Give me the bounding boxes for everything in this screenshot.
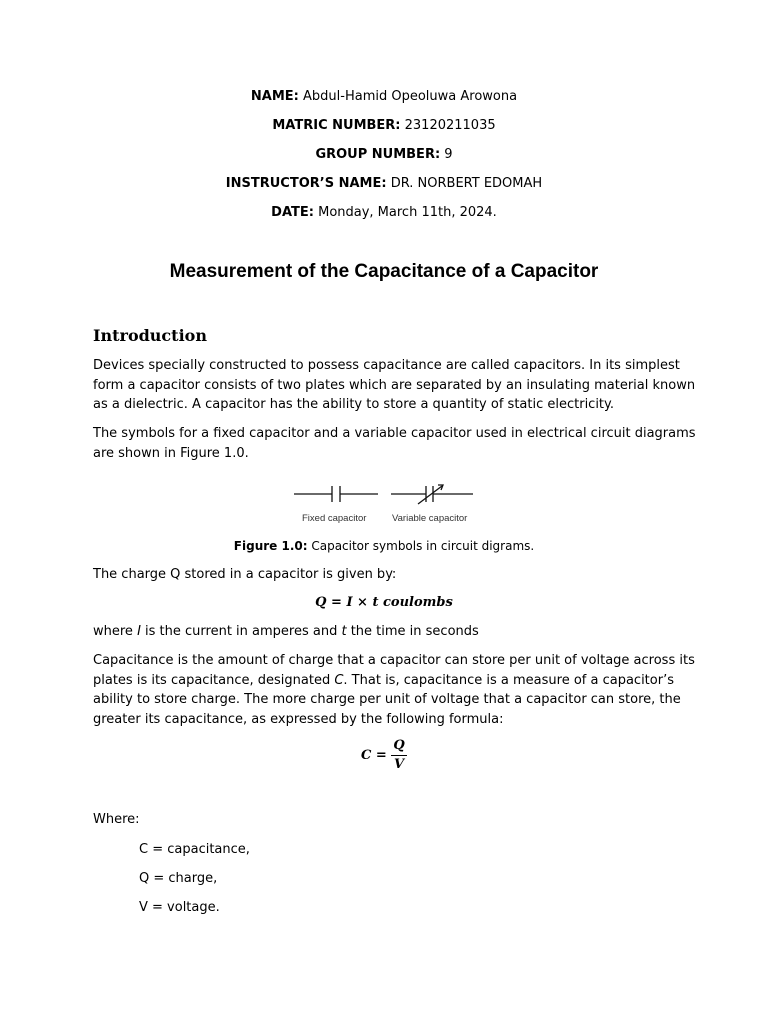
paragraph-line: The charge Q stored in a capacitor is given by: [93, 567, 397, 582]
instructor-line [0, 176, 768, 192]
definition-item: C = capacitance, [139, 842, 250, 857]
instructor-label: INSTRUCTOR’S NAME: [225, 176, 387, 191]
group-value: 9 [440, 147, 453, 162]
matric-value: 23120211035 [400, 118, 496, 133]
charge-equation: Q = I × t coulombs [315, 595, 453, 610]
date-value: Monday, March 11th, 2024. [313, 205, 497, 220]
fixed-capacitor-label: Fixed capacitor [302, 513, 367, 524]
text-run: where [93, 624, 138, 639]
where-label: Where: [93, 812, 140, 827]
group-number-line [0, 147, 768, 163]
where-current-line [93, 622, 683, 642]
text-run: the time in seconds [346, 624, 479, 639]
paragraph-line: as a dielectric. A capacitor has the ability to store a quantity of static electricity. [93, 397, 615, 412]
text-run: . That is, capacitance is a measure of a capacitor’s [343, 672, 674, 688]
section-heading: Introduction [93, 326, 207, 345]
paragraph-line: Devices specially constructed to possess capacitance are called capacitors. In its simplest [93, 358, 680, 373]
current-symbol: I [137, 624, 141, 639]
formula-lhs: C = [361, 748, 387, 763]
definition-item: Q = charge, [139, 871, 218, 886]
paragraph-line: form a capacitor consists of two plates which are separated by an insulating material known [93, 377, 696, 393]
capacitance-symbol: C [334, 672, 344, 688]
paragraph-line: ability to store charge. The more charge per unit of voltage that a capacitor can store, the [93, 692, 681, 707]
capacitance-formula [361, 738, 421, 778]
intro-paragraph [93, 356, 696, 415]
fixed-capacitor-symbol [294, 486, 378, 502]
document-title: Measurement of the Capacitance of a Capacitor [169, 261, 599, 282]
paragraph-line: Capacitance is the amount of charge that a capacitor can store per unit of voltage across its [93, 653, 695, 668]
student-name-line [0, 89, 768, 105]
capacitor-symbols-diagram [290, 482, 480, 528]
variable-capacitor-label: Variable capacitor [392, 513, 468, 524]
paragraph-line: The symbols for a fixed capacitor and a variable capacitor used in electrical circuit diagrams [93, 426, 696, 441]
fraction-bar [391, 755, 407, 756]
group-label: GROUP NUMBER: [315, 147, 441, 162]
variable-capacitor-symbol [391, 485, 473, 504]
symbols-paragraph [93, 424, 696, 463]
caption-label: Figure 1.0: [233, 539, 308, 553]
definition-item: V = voltage. [139, 900, 220, 915]
name-label: NAME: [250, 89, 299, 104]
formula-denominator: V [393, 757, 405, 772]
date-label: DATE: [271, 205, 314, 220]
caption-text: Capacitor symbols in circuit digrams. [307, 539, 535, 553]
instructor-value: DR. NORBERT EDOMAH [386, 176, 543, 191]
capacitance-paragraph [93, 651, 695, 729]
paragraph-line: are shown in Figure 1.0. [93, 445, 249, 461]
charge-intro-line [93, 565, 683, 585]
figure-caption [0, 538, 768, 554]
paragraph-line: greater its capacitance, as expressed by the following formula: [93, 711, 504, 727]
name-value: Abdul-Hamid Opeoluwa Arowona [298, 89, 518, 104]
matric-number-line [0, 118, 768, 134]
formula-fraction [391, 738, 407, 773]
capacitor-symbols-figure [290, 482, 480, 528]
text-run: is the current in amperes and [140, 624, 342, 639]
matric-label: MATRIC NUMBER: [272, 118, 401, 133]
text-run: plates is its capacitance, designated [93, 672, 335, 688]
time-symbol: t [341, 624, 347, 639]
date-line [0, 205, 768, 221]
formula-numerator: Q [393, 738, 405, 753]
